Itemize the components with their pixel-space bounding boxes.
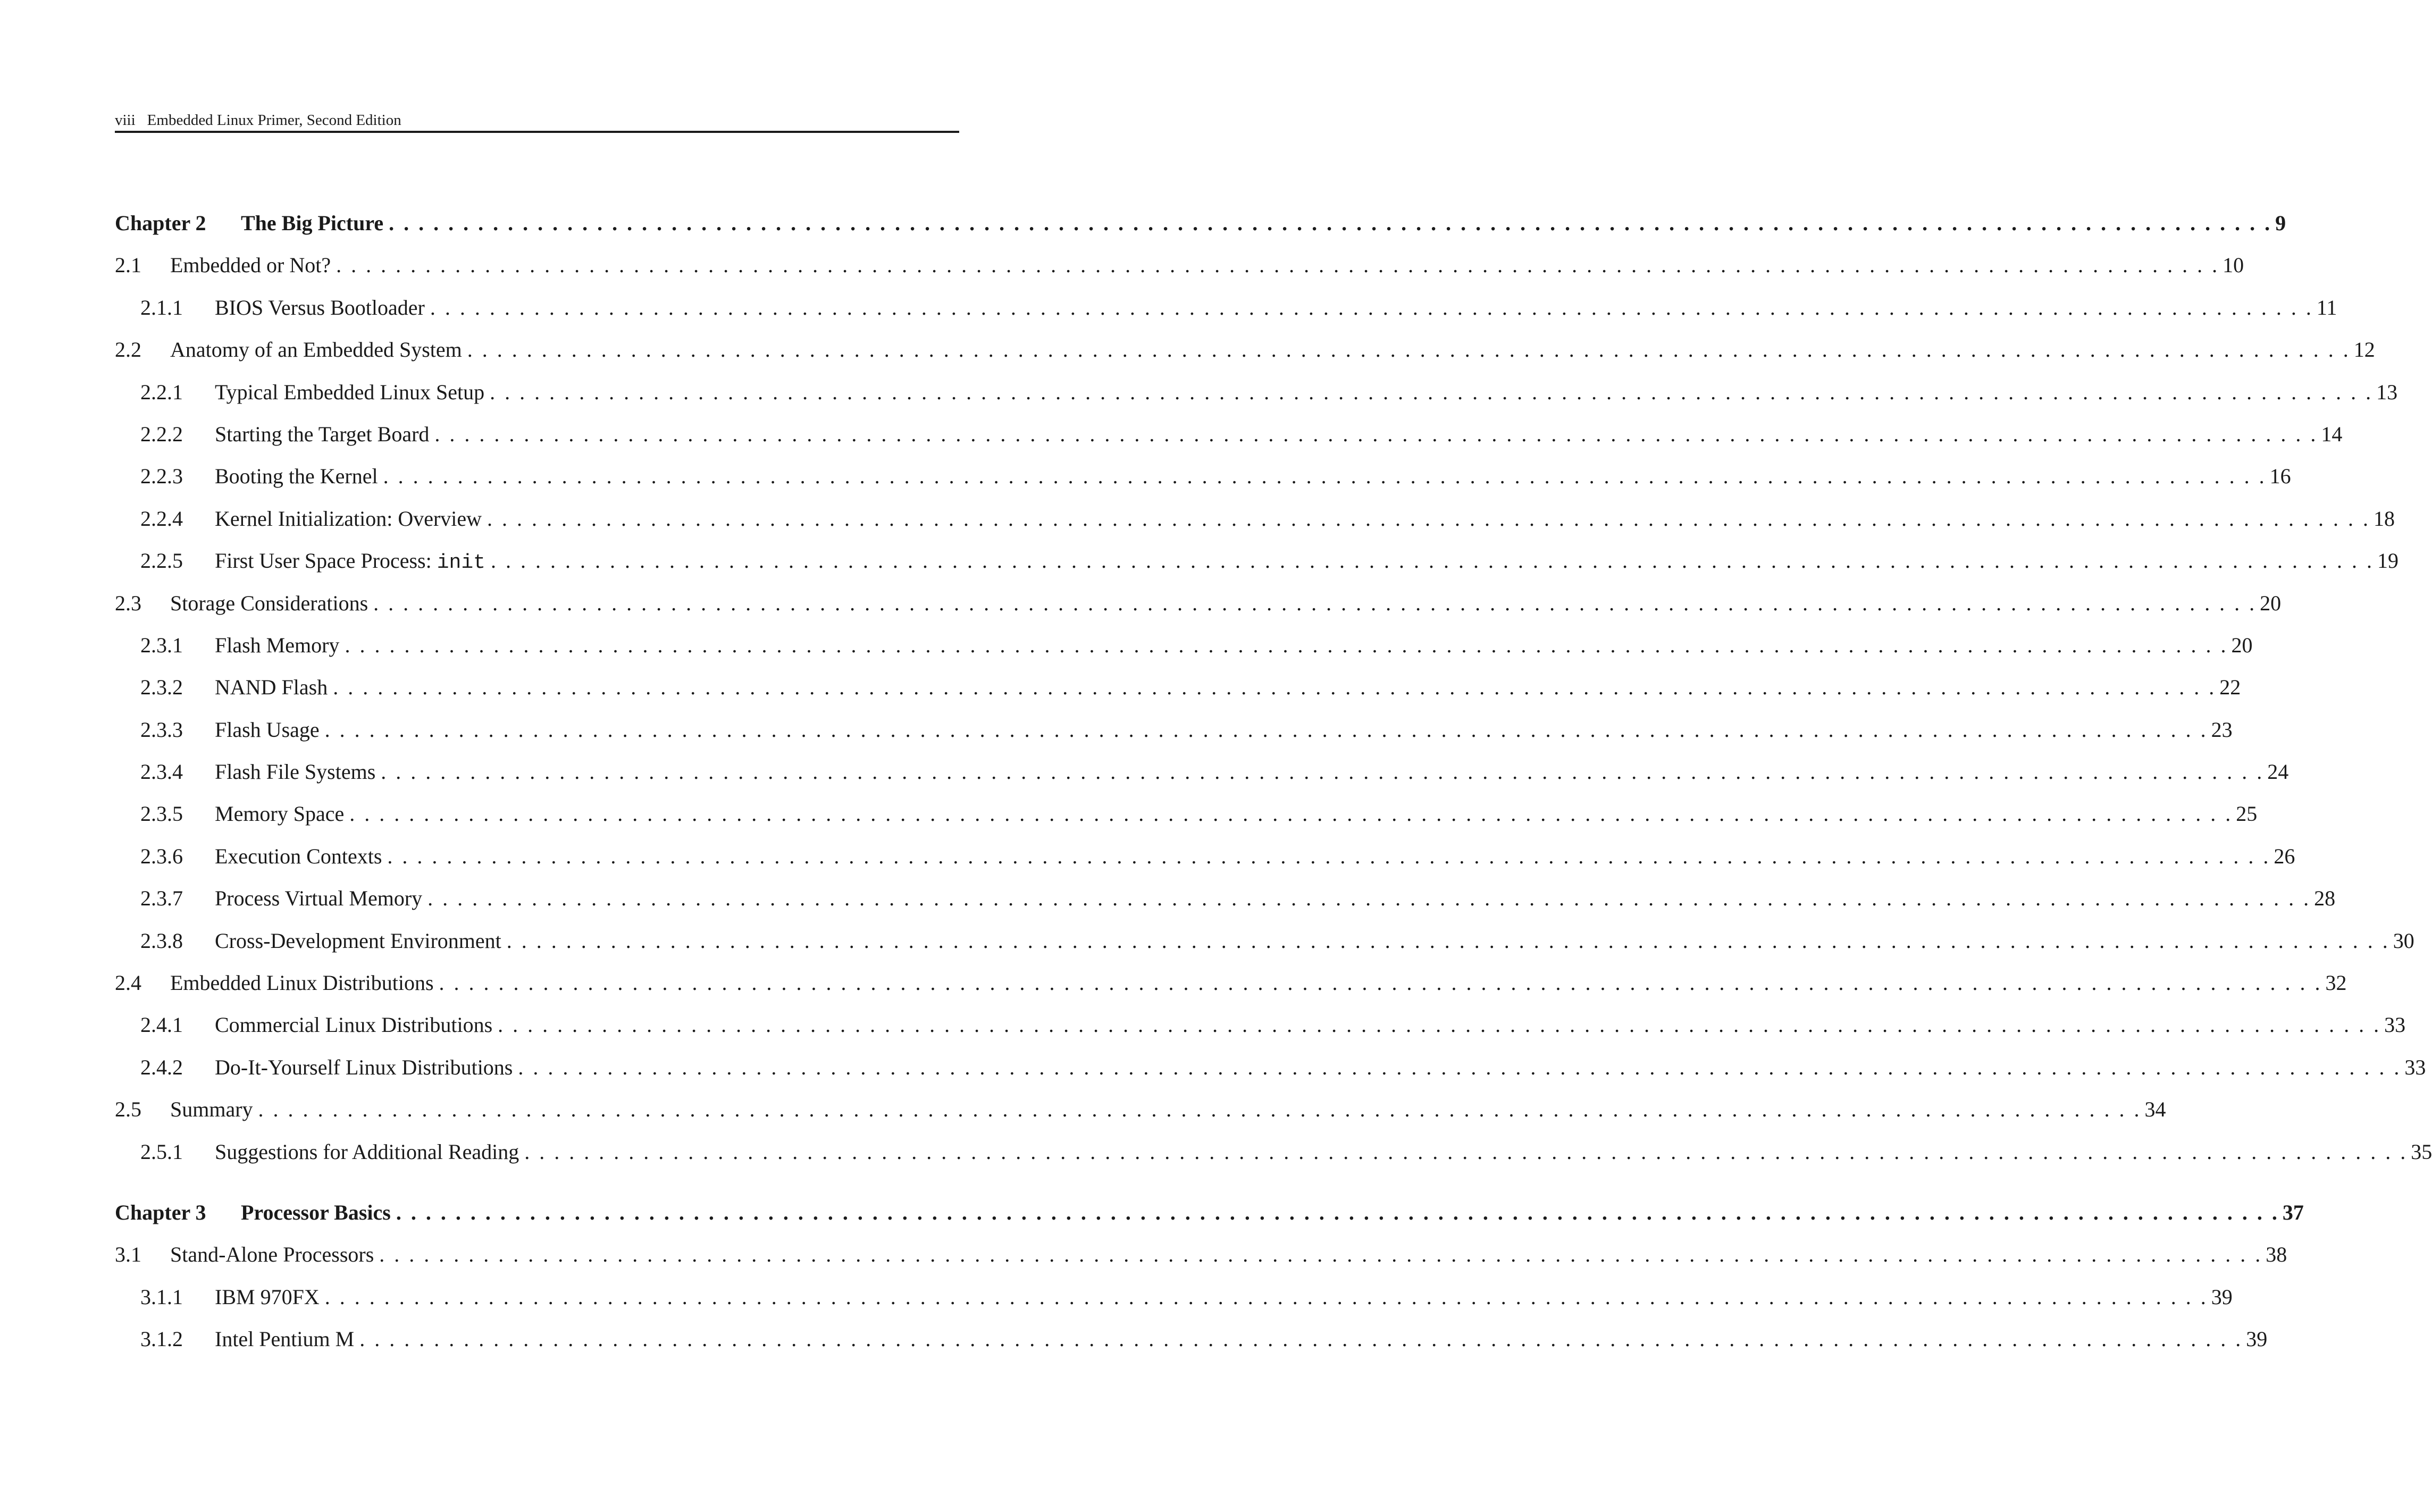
toc-entry-number: 3.1 [115,1242,141,1267]
toc-entry-number: 2.3.4 [140,760,183,784]
toc-entry-title-text: First User Space Process: [215,549,437,573]
dot-leader: . . . . . . . . . . . . . . . . . . . . . . . . . . . . . . . . . . . . . . . . . . . . . . . . . . . . . . . . . . . . . . . . . . . . . . . . . . . . . . . . . . . . . . . . . . . . . . . . . . . . . . . . . . . . . . . . . . . . . . . . . . . . . . . [381,760,2265,784]
toc-entry-page-number: 22 [2219,675,2241,700]
dot-leader: . . . . . . . . . . . . . . . . . . . . . . . . . . . . . . . . . . . . . . . . . . . . . . . . . . . . . . . . . . . . . . . . . . . . . . . . . . . . . . . . . . . . . . . . . . . . . . . . . . . . . . . . . . . . . . . . . . . . . . . . . . . . . . . [430,295,2313,320]
toc-entry-number: 2.3.7 [140,886,183,911]
toc-entry-title [170,1088,253,1130]
toc-entry-subsection [115,1276,2233,1318]
toc-entry-number: 2.3.5 [140,802,183,826]
toc-entry-number: 2.2.2 [140,422,183,446]
toc-entry-number: 2.3.8 [140,928,183,953]
toc-entry-title [215,540,485,584]
toc-entry-number: 2.5.1 [140,1139,183,1164]
toc-entry-title-text: IBM 970FX [215,1284,320,1309]
toc-entry-title-text: Execution Contexts [215,844,382,868]
toc-entry-title-text: Embedded Linux Distributions [170,971,434,995]
toc-entry-page-number: 16 [2269,464,2291,489]
toc-entry-number: 2.4 [115,971,141,995]
toc-entry-title-text: Commercial Linux Distributions [215,1013,493,1037]
toc-entry-title [215,666,328,708]
toc-entry-number: 2.2 [115,338,141,362]
toc-entry-subsection [115,413,2343,455]
toc-entry-number: 2.3.2 [140,675,183,700]
toc-entry-title [170,244,331,286]
toc-entry-title [241,202,383,244]
toc-entry-number: Chapter 2 [115,211,206,235]
toc-entry-number: 2.2.5 [140,549,183,573]
toc-entry-title-text: Booting the Kernel [215,464,378,489]
toc-entry-title [215,1004,492,1046]
toc-entry-page-number: 37 [2282,1200,2304,1224]
dot-leader: . . . . . . . . . . . . . . . . . . . . . . . . . . . . . . . . . . . . . . . . . . . . . . . . . . . . . . . . . . . . . . . . . . . . . . . . . . . . . . . . . . . . . . . . . . . . . . . . . . . . . . . . . . . . . . . . . . . . . . . . . . . . . . . [359,1327,2243,1351]
toc-entry-chapter [115,202,2286,244]
toc-entry-title [215,413,429,455]
toc-entry-subsection [115,287,2337,329]
toc-entry-number: 2.3.3 [140,717,183,742]
toc-entry-subsection [115,1004,2406,1046]
toc-entry-title [170,1233,374,1275]
dot-leader: . . . . . . . . . . . . . . . . . . . . . . . . . . . . . . . . . . . . . . . . . . . . . . . . . . . . . . . . . . . . . . . . . . . . . . . . . . . . . . . . . . . . . . . . . . . . . . . . . . . . . . . . . . . . . . . . . . . . . . . . . . . . . . . [434,422,2318,446]
toc-entry-title-text: Summary [170,1097,253,1122]
toc-entry-number: Chapter 3 [115,1200,206,1224]
toc-entry-title-text: Embedded or Not? [170,253,331,278]
toc-entry-number: 2.4.2 [140,1055,183,1079]
toc-entry-page-number: 9 [2275,211,2286,235]
toc-entry-subsection [115,498,2395,540]
toc-entry-subsection [115,877,2336,919]
toc-entry-number: 2.5 [115,1097,141,1122]
toc-entry-page-number: 39 [2246,1327,2268,1351]
toc-entry-subsection [115,1131,2432,1173]
running-head [115,110,959,131]
toc-entry-page-number: 13 [2376,380,2398,404]
toc-entry-number: 3.1.2 [140,1327,183,1351]
toc-entry-title [215,1276,320,1318]
toc-entry-subsection [115,371,2398,413]
toc-entry-title-text: Do-It-Yourself Linux Distributions [215,1055,513,1079]
toc-entry-title [215,1318,354,1360]
toc-entry-page-number: 24 [2267,760,2289,784]
toc-entry-title [241,1191,391,1233]
table-of-contents [115,202,2432,1360]
toc-entry-subsection [115,751,2289,793]
dot-leader: . . . . . . . . . . . . . . . . . . . . . . . . . . . . . . . . . . . . . . . . . . . . . . . . . . . . . . . . . . . . . . . . . . . . . . . . . . . . . . . . . . . . . . . . . . . . . . . . . . . . . . . . . . . . . . . . . . . . . . . . . . . . . . . [439,971,2322,995]
dot-leader: . . . . . . . . . . . . . . . . . . . . . . . . . . . . . . . . . . . . . . . . . . . . . . . . . . . . . . . . . . . . . . . . . . . . . . . . . . . . . . . . . . . . . . . . . . . . . . . . . . . . . . . . . . . . . . . . . . . . . . . . . . . . . . . [383,464,2267,489]
toc-entry-title-text: Starting the Target Board [215,422,430,446]
toc-entry-title-text: Anatomy of an Embedded System [170,338,462,362]
toc-entry-title [215,1046,513,1088]
toc-entry-page-number: 34 [2144,1097,2166,1122]
toc-entry-title-text: Flash Memory [215,633,340,657]
header-rule [115,131,959,133]
toc-entry-title-text: Memory Space [215,802,345,826]
dot-leader: . . . . . . . . . . . . . . . . . . . . . . . . . . . . . . . . . . . . . . . . . . . . . . . . . . . . . . . . . . . . . . . . . . . . . . . . . . . . . . . . . . . . . . . . . . . . . . . . . . . . . . . . . . . . . . . . . . . . . . . . . . . . . . . [427,886,2311,911]
toc-entry-number: 2.1.1 [140,295,183,320]
toc-entry-title [215,793,344,835]
toc-entry-page-number: 32 [2325,971,2347,995]
toc-entry-number: 2.3.6 [140,844,183,868]
toc-entry-title [215,835,382,877]
dot-leader: . . . . . . . . . . . . . . . . . . . . . . . . . . . . . . . . . . . . . . . . . . . . . . . . . . . . . . . . . . . . . . . . . . . . . . . . . . . . . . . . . . . . . . . . . . . . . . . . . . . . . . . . . . . . . . . . . . . . . . . . . . . . . . . [524,1139,2408,1164]
toc-entry-title [215,371,484,413]
toc-entry-title-text: Intel Pentium M [215,1327,355,1351]
toc-entry-title [215,1131,519,1173]
dot-leader: . . . . . . . . . . . . . . . . . . . . . . . . . . . . . . . . . . . . . . . . . . . . . . . . . . . . . . . . . . . . . . . . . . . . . . . . . . . . . . . . . . . . . . . . . . . . . . . . . . . . . . . . . . . . . . . . . . . . . . . . . . . . . . . [333,675,2217,700]
toc-entry-subsection [115,1318,2268,1360]
toc-entry-page-number: 28 [2314,886,2336,911]
toc-entry-title [215,920,501,962]
toc-entry-title [215,877,422,919]
toc-entry-title [215,498,482,540]
dot-leader: . . . . . . . . . . . . . . . . . . . . . . . . . . . . . . . . . . . . . . . . . . . . . . . . . . . . . . . . . . . . . . . . . . . . . . . . . . . . . . . . . . . . . . . . . . . . . . . . . . . . . . . . . . . . . . . . . . . . . . . . . . . . . . . [467,338,2351,362]
toc-entry-title-text: Stand-Alone Processors [170,1242,374,1267]
toc-entry-number: 2.3.1 [140,633,183,657]
toc-entry-section [115,1088,2166,1130]
toc-entry-title [215,455,378,497]
toc-entry-title [170,962,434,1004]
toc-entry-title [215,624,339,666]
toc-entry-page-number: 33 [2384,1013,2406,1037]
toc-entry-title [215,287,425,329]
toc-entry-number: 3.1.1 [140,1284,183,1309]
toc-entry-section [115,1233,2287,1275]
toc-entry-subsection [115,540,2399,582]
toc-entry-page-number: 18 [2374,506,2395,531]
toc-entry-page-number: 12 [2353,338,2375,362]
dot-leader: . . . . . . . . . . . . . . . . . . . . . . . . . . . . . . . . . . . . . . . . . . . . . . . . . . . . . . . . . . . . . . . . . . . . . . . . . . . . . . . . . . . . . . . . . . . . . . . . . . . . . . . . . . . . . . . . . . . . . . . . . . . . . . . [373,591,2257,615]
toc-entry-number: 2.2.1 [140,380,183,404]
toc-entry-subsection [115,666,2241,708]
dot-leader: . . . . . . . . . . . . . . . . . . . . . . . . . . . . . . . . . . . . . . . . . . . . . . . . . . . . . . . . . . . . . . . . . . . . . . . . . . . . . . . . . . . . . . . . . . . . . . . . . . . . . . . . . . . . . . . . . . . . . . . . . . . . . . . [387,844,2271,868]
toc-entry-page-number: 14 [2321,422,2343,446]
toc-entry-number: 2.2.4 [140,506,183,531]
toc-entry-title-text: NAND Flash [215,675,328,700]
toc-entry-page-number: 39 [2211,1284,2233,1309]
toc-entry-title-text: Storage Considerations [170,591,368,615]
toc-entry-code: init [437,551,485,575]
toc-entry-subsection [115,709,2233,751]
page-folio: viii [115,112,136,129]
toc-entry-page-number: 11 [2316,295,2337,320]
dot-leader: . . . . . . . . . . . . . . . . . . . . . . . . . . . . . . . . . . . . . . . . . . . . . . . . . . . . . . . . . . . . . . . . . . . . . . . . . . . . . . . . . . . . . . . . . . . . . . . . . . . . . . . . . . . . . . . . . . . . . . . . . . . . . . . [396,1200,2279,1224]
dot-leader: . . . . . . . . . . . . . . . . . . . . . . . . . . . . . . . . . . . . . . . . . . . . . . . . . . . . . . . . . . . . . . . . . . . . . . . . . . . . . . . . . . . . . . . . . . . . . . . . . . . . . . . . . . . . . . . . . . . . . . . . . . . . . . . [345,633,2228,657]
toc-entry-page-number: 33 [2404,1055,2426,1079]
toc-entry-page-number: 20 [2231,633,2253,657]
dot-leader: . . . . . . . . . . . . . . . . . . . . . . . . . . . . . . . . . . . . . . . . . . . . . . . . . . . . . . . . . . . . . . . . . . . . . . . . . . . . . . . . . . . . . . . . . . . . . . . . . . . . . . . . . . . . . . . . . . . . . . . . . . . . . . . [324,1284,2208,1309]
toc-entry-page-number: 25 [2236,802,2258,826]
toc-entry-title-text: Suggestions for Additional Reading [215,1139,519,1164]
toc-entry-page-number: 19 [2377,549,2399,573]
dot-leader: . . . . . . . . . . . . . . . . . . . . . . . . . . . . . . . . . . . . . . . . . . . . . . . . . . . . . . . . . . . . . . . . . . . . . . . . . . . . . . . . . . . . . . . . . . . . . . . . . . . . . . . . . . . . . . . . . . . . . . . . . . . . . . . [324,717,2208,742]
dot-leader: . . . . . . . . . . . . . . . . . . . . . . . . . . . . . . . . . . . . . . . . . . . . . . . . . . . . . . . . . . . . . . . . . . . . . . . . . . . . . . . . . . . . . . . . . . . . . . . . . . . . . . . . . . . . . . . . . . . . . . . . . . . . . . . [487,506,2371,531]
toc-entry-title [215,709,320,751]
dot-leader: . . . . . . . . . . . . . . . . . . . . . . . . . . . . . . . . . . . . . . . . . . . . . . . . . . . . . . . . . . . . . . . . . . . . . . . . . . . . . . . . . . . . . . . . . . . . . . . . . . . . . . . . . . . . . . . . . . . . . . . . . . . . . . . [336,253,2220,278]
dot-leader: . . . . . . . . . . . . . . . . . . . . . . . . . . . . . . . . . . . . . . . . . . . . . . . . . . . . . . . . . . . . . . . . . . . . . . . . . . . . . . . . . . . . . . . . . . . . . . . . . . . . . . . . . . . . . . . . . . . . . . . . . . . . . . . [349,802,2233,826]
toc-entry-page-number: 10 [2223,253,2244,278]
toc-entry-title-text: Kernel Initialization: Overview [215,506,482,531]
dot-leader: . . . . . . . . . . . . . . . . . . . . . . . . . . . . . . . . . . . . . . . . . . . . . . . . . . . . . . . . . . . . . . . . . . . . . . . . . . . . . . . . . . . . . . . . . . . . . . . . . . . . . . . . . . . . . . . . . . . . . . . . . . . . . . . [490,380,2374,404]
toc-entry-title-text: BIOS Versus Bootloader [215,295,425,320]
toc-entry-subsection [115,835,2295,877]
running-head-title: Embedded Linux Primer, Second Edition [147,112,401,129]
dot-leader: . . . . . . . . . . . . . . . . . . . . . . . . . . . . . . . . . . . . . . . . . . . . . . . . . . . . . . . . . . . . . . . . . . . . . . . . . . . . . . . . . . . . . . . . . . . . . . . . . . . . . . . . . . . . . . . . . . . . . . . . . . . . . . . [258,1097,2142,1122]
toc-entry-number: 2.2.3 [140,464,183,489]
toc-entry-title-text: Cross-Development Environment [215,928,501,953]
toc-entry-page-number: 20 [2260,591,2282,615]
toc-entry-title [215,751,375,793]
dot-leader: . . . . . . . . . . . . . . . . . . . . . . . . . . . . . . . . . . . . . . . . . . . . . . . . . . . . . . . . . . . . . . . . . . . . . . . . . . . . . . . . . . . . . . . . . . . . . . . . . . . . . . . . . . . . . . . . . . . . . . . . . . . . . . . [379,1242,2263,1267]
toc-entry-subsection [115,920,2414,962]
toc-entry-page-number: 38 [2266,1242,2287,1267]
toc-entry-subsection [115,793,2258,835]
dot-leader: . . . . . . . . . . . . . . . . . . . . . . . . . . . . . . . . . . . . . . . . . . . . . . . . . . . . . . . . . . . . . . . . . . . . . . . . . . . . . . . . . . . . . . . . . . . . . . . . . . . . . . . . . . . . . . . . . . . . . . . . . . . . . . . [498,1013,2381,1037]
toc-entry-title-text: Flash Usage [215,717,320,742]
dot-leader: . . . . . . . . . . . . . . . . . . . . . . . . . . . . . . . . . . . . . . . . . . . . . . . . . . . . . . . . . . . . . . . . . . . . . . . . . . . . . . . . . . . . . . . . . . . . . . . . . . . . . . . . . . . . . . . . . . . . . . . . . . . . . . . [389,211,2272,235]
toc-entry-page-number: 35 [2411,1139,2432,1164]
toc-entry-subsection [115,455,2291,497]
dot-leader: . . . . . . . . . . . . . . . . . . . . . . . . . . . . . . . . . . . . . . . . . . . . . . . . . . . . . . . . . . . . . . . . . . . . . . . . . . . . . . . . . . . . . . . . . . . . . . . . . . . . . . . . . . . . . . . . . . . . . . . . . . . . . . . [518,1055,2402,1079]
toc-entry-title-text: Flash File Systems [215,760,376,784]
toc-entry-subsection [115,1046,2426,1088]
toc-entry-number: 2.1 [115,253,141,278]
toc-entry-section [115,582,2282,624]
toc-entry-title [170,329,462,371]
toc-entry-section [115,244,2244,286]
toc-entry-subsection [115,624,2253,666]
toc-entry-section [115,329,2375,371]
toc-entry-number: 2.3 [115,591,141,615]
toc-entry-number: 2.4.1 [140,1013,183,1037]
toc-entry-page-number: 26 [2274,844,2295,868]
toc-entry-title [170,582,368,624]
toc-entry-page-number: 23 [2211,717,2233,742]
toc-entry-title-text: The Big Picture [241,211,384,235]
toc-entry-section [115,962,2347,1004]
dot-leader: . . . . . . . . . . . . . . . . . . . . . . . . . . . . . . . . . . . . . . . . . . . . . . . . . . . . . . . . . . . . . . . . . . . . . . . . . . . . . . . . . . . . . . . . . . . . . . . . . . . . . . . . . . . . . . . . . . . . . . . . . . . . . . . [506,928,2390,953]
dot-leader: . . . . . . . . . . . . . . . . . . . . . . . . . . . . . . . . . . . . . . . . . . . . . . . . . . . . . . . . . . . . . . . . . . . . . . . . . . . . . . . . . . . . . . . . . . . . . . . . . . . . . . . . . . . . . . . . . . . . . . . . . . . . . . . [490,549,2374,573]
toc-entry-page-number: 30 [2393,928,2414,953]
toc-entry-title-text: Processor Basics [241,1200,391,1224]
toc-entry-title-text: Process Virtual Memory [215,886,423,911]
toc-entry-title-text: Typical Embedded Linux Setup [215,380,485,404]
toc-entry-chapter [115,1191,2304,1233]
